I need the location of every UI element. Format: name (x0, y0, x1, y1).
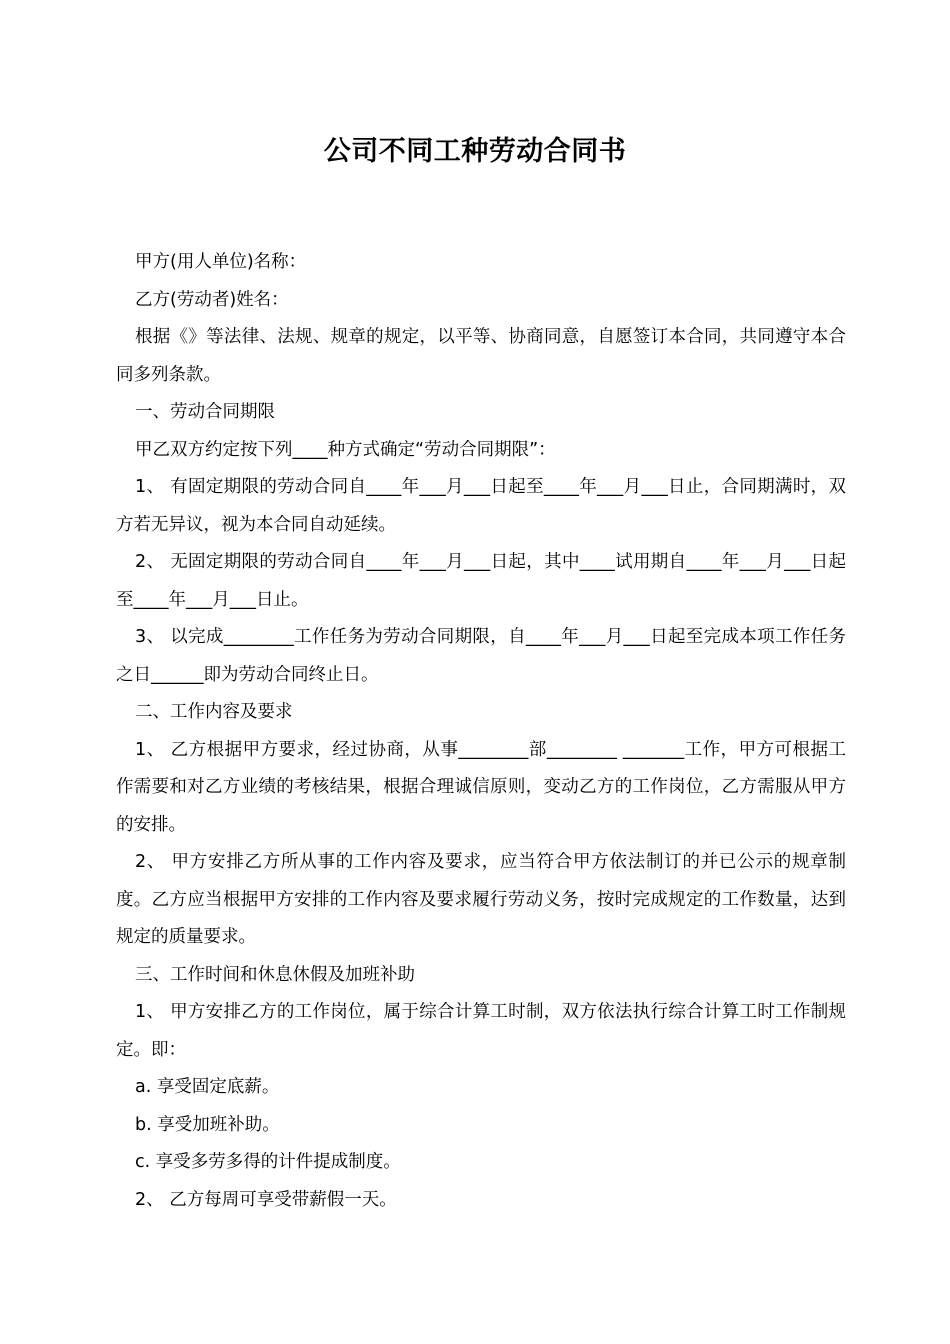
term-item-1: 1、 有固定期限的劳动合同自____年___月___日起至____年___月___日止，合同期满时，双方若无异议，视为本合同自动延续。 (116, 477, 846, 535)
term-item-3: 3、 以完成________工作任务为劳动合同期限，自____年___月___日起至完成本项工作任务之日______即为劳动合同终止日。 (116, 627, 846, 685)
preamble-paragraph: 根据《》等法律、法规、规章的规定，以平等、协商同意，自愿签订本合同，共同遵守本合同多列条款。 (116, 327, 846, 385)
benefit-item-a: a. 享受固定底薪。 (135, 1077, 280, 1097)
working-hours-item-1: 1、 甲方安排乙方的工作岗位，属于综合计算工时制，双方依法执行综合计算工时工作制规定。即： (116, 1002, 846, 1060)
work-content-item-2: 2、 甲方安排乙方所从事的工作内容及要求，应当符合甲方依法制订的并已公示的规章制度。乙方应当根据甲方安排的工作内容及要求履行劳动义务，按时完成规定的工作数量，达到规定的质量要求。 (116, 852, 846, 947)
party-b-name-line: 乙方(劳动者)姓名： (135, 289, 289, 310)
party-a-name-line: 甲方(用人单位)名称： (135, 252, 307, 272)
working-hours-item-2: 2、 乙方每周可享受带薪假一天。 (135, 1189, 397, 1210)
section-heading-term: 一、劳动合同期限 (135, 402, 275, 422)
benefit-item-c: c. 享受多劳多得的计件提成制度。 (135, 1152, 401, 1172)
benefit-item-b: b. 享受加班补助。 (135, 1114, 280, 1135)
document-title: 公司不同工种劳动合同书 (323, 136, 627, 167)
work-content-item-1: 1、 乙方根据甲方要求，经过协商，从事________部________ _______工作，甲方可根据工作需要和对乙方业绩的考核结果，根据合理诚信原则，变动乙方的工作岗位，乙方需服从甲方的安排。 (116, 739, 846, 835)
term-method-paragraph: 甲乙双方约定按下列____种方式确定“劳动合同期限”： (135, 439, 556, 460)
document-body (116, 244, 846, 1219)
section-heading-work-content: 二、工作内容及要求 (135, 702, 293, 722)
section-heading-working-hours: 三、工作时间和休息休假及加班补助 (135, 964, 415, 985)
term-item-2: 2、 无固定期限的劳动合同自____年___月___日起，其中____试用期自____年___月___日起至____年___月___日止。 (116, 552, 846, 610)
